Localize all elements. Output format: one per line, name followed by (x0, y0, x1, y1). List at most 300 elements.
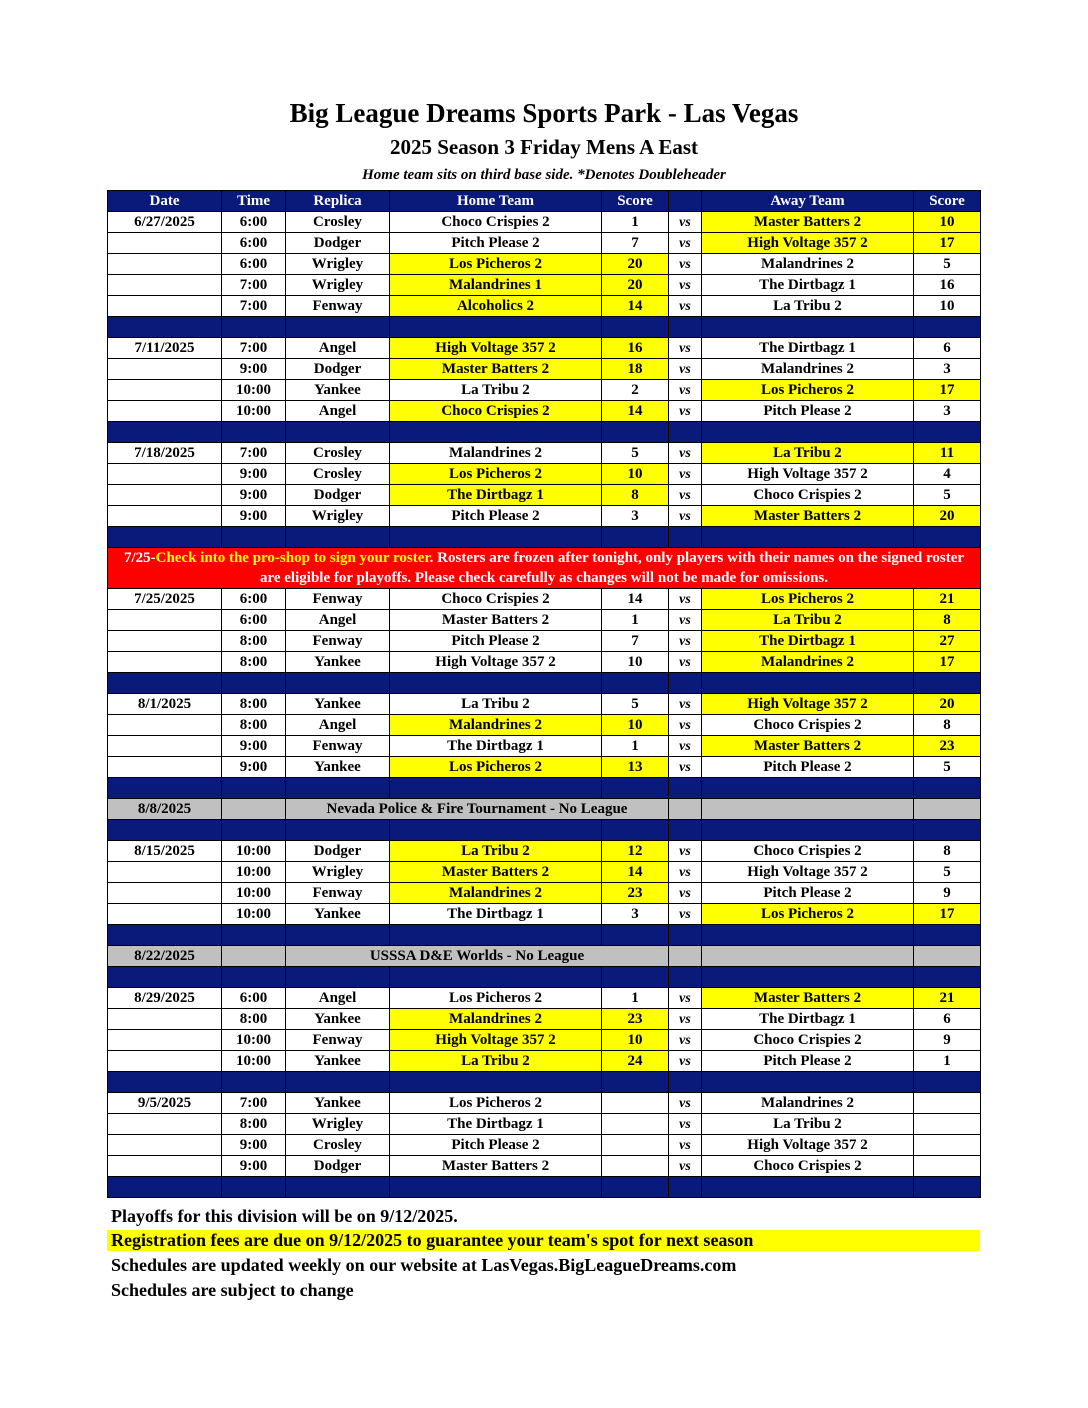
home-team-cell: Alcoholics 2 (390, 296, 602, 317)
home-score-cell: 2 (602, 380, 669, 401)
away-team-cell: Master Batters 2 (702, 988, 914, 1009)
table-row (108, 841, 981, 862)
away-team-cell: Pitch Please 2 (702, 401, 914, 422)
home-team-cell: Master Batters 2 (390, 359, 602, 380)
home-score-cell: 18 (602, 359, 669, 380)
home-team-cell: Pitch Please 2 (390, 506, 602, 527)
time-cell: 9:00 (222, 757, 286, 778)
vs-cell: vs (669, 338, 702, 359)
no-league-label: Nevada Police & Fire Tournament - No League (286, 799, 669, 820)
time-cell: 9:00 (222, 359, 286, 380)
separator-cell (286, 778, 390, 799)
separator-cell (390, 527, 602, 548)
date-cell (108, 464, 222, 485)
table-row (108, 1051, 981, 1072)
home-score-cell: 16 (602, 338, 669, 359)
separator-cell (390, 422, 602, 443)
vs-cell: vs (669, 1093, 702, 1114)
vs-cell: vs (669, 212, 702, 233)
separator-cell (702, 1072, 914, 1093)
separator-cell (669, 967, 702, 988)
away-team-cell: Malandrines 2 (702, 359, 914, 380)
time-cell: 8:00 (222, 1114, 286, 1135)
replica-cell: Yankee (286, 904, 390, 925)
replica-cell: Yankee (286, 380, 390, 401)
vs-cell: vs (669, 862, 702, 883)
table-row (108, 757, 981, 778)
notice-highlight: Check into the pro-shop to sign your roster (155, 550, 430, 566)
separator-cell (222, 317, 286, 338)
home-team-cell: Choco Crispies 2 (390, 589, 602, 610)
away-team-cell: Pitch Please 2 (702, 883, 914, 904)
date-cell: 8/15/2025 (108, 841, 222, 862)
separator-cell (669, 1177, 702, 1198)
date-cell: 8/8/2025 (108, 799, 222, 820)
separator-cell (914, 1177, 981, 1198)
column-header-home-team: Home Team (390, 191, 602, 212)
away-team-cell: The Dirtbagz 1 (702, 275, 914, 296)
home-team-cell: Pitch Please 2 (390, 1135, 602, 1156)
separator-cell (108, 317, 222, 338)
table-row (108, 631, 981, 652)
away-score-cell: 17 (914, 380, 981, 401)
separator-cell (669, 778, 702, 799)
table-row (108, 736, 981, 757)
away-team-cell: High Voltage 357 2 (702, 233, 914, 254)
away-score-cell: 20 (914, 506, 981, 527)
home-team-cell: Malandrines 2 (390, 883, 602, 904)
separator-cell (602, 422, 669, 443)
away-team-cell: La Tribu 2 (702, 1114, 914, 1135)
home-score-cell: 13 (602, 757, 669, 778)
table-row (108, 652, 981, 673)
replica-cell: Angel (286, 610, 390, 631)
vs-cell: vs (669, 904, 702, 925)
home-team-cell: The Dirtbagz 1 (390, 485, 602, 506)
separator-cell (222, 1177, 286, 1198)
replica-cell: Wrigley (286, 254, 390, 275)
time-cell: 9:00 (222, 506, 286, 527)
time-cell: 7:00 (222, 296, 286, 317)
home-team-cell: La Tribu 2 (390, 380, 602, 401)
away-team-cell (702, 799, 914, 820)
away-score-cell (914, 1135, 981, 1156)
time-cell: 8:00 (222, 715, 286, 736)
date-cell (108, 1009, 222, 1030)
separator-cell (222, 527, 286, 548)
column-header-replica: Replica (286, 191, 390, 212)
table-row (108, 1009, 981, 1030)
separator-cell (702, 925, 914, 946)
date-cell (108, 233, 222, 254)
home-team-cell: Malandrines 2 (390, 443, 602, 464)
separator-cell (108, 925, 222, 946)
column-header-time: Time (222, 191, 286, 212)
away-score-cell: 4 (914, 464, 981, 485)
away-score-cell: 5 (914, 254, 981, 275)
vs-cell: vs (669, 610, 702, 631)
vs-cell: vs (669, 883, 702, 904)
separator-cell (669, 317, 702, 338)
separator-cell (702, 778, 914, 799)
date-cell: 7/18/2025 (108, 443, 222, 464)
subject-to-change-note: Schedules are subject to change (111, 1280, 354, 1300)
time-cell: 6:00 (222, 610, 286, 631)
date-cell: 7/11/2025 (108, 338, 222, 359)
replica-cell: Yankee (286, 1093, 390, 1114)
away-score-cell: 10 (914, 296, 981, 317)
home-score-cell: 3 (602, 904, 669, 925)
time-cell: 10:00 (222, 841, 286, 862)
away-score-cell: 17 (914, 652, 981, 673)
home-score-cell: 3 (602, 506, 669, 527)
separator-cell (669, 925, 702, 946)
replica-cell: Angel (286, 338, 390, 359)
separator-cell (286, 317, 390, 338)
schedule-note: Home team sits on third base side. *Denotes Doubleheader (362, 167, 726, 183)
home-score-cell: 23 (602, 1009, 669, 1030)
separator-cell (222, 820, 286, 841)
replica-cell: Wrigley (286, 506, 390, 527)
time-cell: 9:00 (222, 1135, 286, 1156)
time-cell: 6:00 (222, 233, 286, 254)
table-row (108, 1135, 981, 1156)
away-score-cell: 16 (914, 275, 981, 296)
vs-cell: vs (669, 757, 702, 778)
separator-cell (914, 673, 981, 694)
date-cell (108, 1030, 222, 1051)
date-cell: 8/1/2025 (108, 694, 222, 715)
home-team-cell: Los Picheros 2 (390, 988, 602, 1009)
separator-cell (669, 422, 702, 443)
away-score-cell (914, 1156, 981, 1177)
away-team-cell: La Tribu 2 (702, 443, 914, 464)
separator-cell (602, 1072, 669, 1093)
home-score-cell: 5 (602, 694, 669, 715)
table-row (108, 233, 981, 254)
home-score-cell: 24 (602, 1051, 669, 1072)
away-score-cell: 21 (914, 589, 981, 610)
home-score-cell (602, 1135, 669, 1156)
replica-cell: Angel (286, 715, 390, 736)
separator-cell (702, 967, 914, 988)
separator-cell (222, 778, 286, 799)
separator-cell (702, 820, 914, 841)
away-score-cell: 6 (914, 338, 981, 359)
vs-cell: vs (669, 715, 702, 736)
separator-cell (108, 527, 222, 548)
away-team-cell: Los Picheros 2 (702, 589, 914, 610)
separator-row (108, 527, 981, 548)
separator-cell (669, 1072, 702, 1093)
date-cell (108, 862, 222, 883)
separator-cell (390, 317, 602, 338)
away-score-cell: 17 (914, 233, 981, 254)
vs-cell: vs (669, 296, 702, 317)
separator-cell (914, 820, 981, 841)
date-cell (108, 485, 222, 506)
home-score-cell: 12 (602, 841, 669, 862)
home-score-cell (602, 1114, 669, 1135)
table-row (108, 296, 981, 317)
vs-cell: vs (669, 1135, 702, 1156)
table-row (108, 338, 981, 359)
home-team-cell: Pitch Please 2 (390, 233, 602, 254)
replica-cell: Angel (286, 401, 390, 422)
table-row (108, 694, 981, 715)
date-cell: 9/5/2025 (108, 1093, 222, 1114)
table-row (108, 904, 981, 925)
home-team-cell: Malandrines 2 (390, 715, 602, 736)
separator-cell (222, 1072, 286, 1093)
separator-cell (108, 967, 222, 988)
time-cell: 6:00 (222, 212, 286, 233)
away-score-cell: 10 (914, 212, 981, 233)
separator-row (108, 967, 981, 988)
home-team-cell: Master Batters 2 (390, 1156, 602, 1177)
away-score-cell: 3 (914, 401, 981, 422)
replica-cell: Dodger (286, 485, 390, 506)
home-team-cell: Los Picheros 2 (390, 757, 602, 778)
table-row (108, 254, 981, 275)
home-score-cell: 1 (602, 988, 669, 1009)
table-row (108, 883, 981, 904)
replica-cell: Dodger (286, 841, 390, 862)
home-team-cell: Choco Crispies 2 (390, 212, 602, 233)
away-team-cell: The Dirtbagz 1 (702, 338, 914, 359)
home-team-cell: La Tribu 2 (390, 1051, 602, 1072)
away-score-cell: 5 (914, 485, 981, 506)
date-cell (108, 1051, 222, 1072)
separator-cell (669, 820, 702, 841)
home-score-cell: 20 (602, 254, 669, 275)
away-team-cell: Los Picheros 2 (702, 904, 914, 925)
away-score-cell: 8 (914, 841, 981, 862)
away-team-cell: High Voltage 357 2 (702, 862, 914, 883)
separator-cell (602, 1177, 669, 1198)
table-row (108, 1093, 981, 1114)
vs-cell: vs (669, 1156, 702, 1177)
home-score-cell: 23 (602, 883, 669, 904)
time-cell: 8:00 (222, 694, 286, 715)
away-team-cell: Master Batters 2 (702, 506, 914, 527)
replica-cell: Yankee (286, 757, 390, 778)
home-score-cell: 5 (602, 443, 669, 464)
away-score-cell: 21 (914, 988, 981, 1009)
away-team-cell: Los Picheros 2 (702, 380, 914, 401)
replica-cell: Dodger (286, 1156, 390, 1177)
replica-cell: Yankee (286, 652, 390, 673)
separator-cell (914, 778, 981, 799)
separator-row (108, 422, 981, 443)
home-score-cell: 14 (602, 401, 669, 422)
home-score-cell: 14 (602, 589, 669, 610)
away-team-cell: La Tribu 2 (702, 610, 914, 631)
date-cell (108, 275, 222, 296)
date-cell (108, 736, 222, 757)
home-team-cell: Pitch Please 2 (390, 631, 602, 652)
separator-cell (222, 967, 286, 988)
column-header-vs (669, 191, 702, 212)
separator-cell (390, 673, 602, 694)
replica-cell: Wrigley (286, 275, 390, 296)
home-team-cell: Master Batters 2 (390, 862, 602, 883)
time-cell: 10:00 (222, 904, 286, 925)
away-score-cell: 27 (914, 631, 981, 652)
replica-cell: Fenway (286, 589, 390, 610)
date-cell: 6/27/2025 (108, 212, 222, 233)
date-cell (108, 1135, 222, 1156)
date-cell (108, 254, 222, 275)
time-cell: 10:00 (222, 862, 286, 883)
page-title: Big League Dreams Sports Park - Las Vegas (289, 98, 799, 128)
table-row (108, 610, 981, 631)
away-team-cell: Pitch Please 2 (702, 1051, 914, 1072)
separator-cell (222, 925, 286, 946)
away-score-cell: 11 (914, 443, 981, 464)
separator-cell (914, 1072, 981, 1093)
separator-cell (602, 925, 669, 946)
home-score-cell: 1 (602, 610, 669, 631)
home-score-cell: 20 (602, 275, 669, 296)
home-team-cell: La Tribu 2 (390, 841, 602, 862)
replica-cell: Dodger (286, 359, 390, 380)
time-cell: 10:00 (222, 883, 286, 904)
separator-cell (702, 317, 914, 338)
separator-cell (390, 778, 602, 799)
vs-cell: vs (669, 443, 702, 464)
roster-notice-row (108, 548, 981, 589)
vs-cell: vs (669, 401, 702, 422)
away-score-cell: 8 (914, 715, 981, 736)
date-cell (108, 296, 222, 317)
home-team-cell: Choco Crispies 2 (390, 401, 602, 422)
website-note: Schedules are updated weekly on our website at LasVegas.BigLeagueDreams.com (111, 1255, 737, 1275)
notice-prefix: 7/25- (123, 550, 156, 566)
away-score-cell: 9 (914, 883, 981, 904)
time-cell: 8:00 (222, 1009, 286, 1030)
no-league-label: USSSA D&E Worlds - No League (286, 946, 669, 967)
away-team-cell: High Voltage 357 2 (702, 464, 914, 485)
separator-cell (108, 1072, 222, 1093)
separator-row (108, 673, 981, 694)
separator-cell (602, 820, 669, 841)
table-row (108, 275, 981, 296)
separator-cell (286, 527, 390, 548)
home-score-cell: 10 (602, 715, 669, 736)
away-team-cell: High Voltage 357 2 (702, 694, 914, 715)
away-score-cell: 1 (914, 1051, 981, 1072)
separator-cell (286, 820, 390, 841)
separator-cell (390, 1072, 602, 1093)
vs-cell: vs (669, 359, 702, 380)
separator-cell (702, 673, 914, 694)
schedule-table (107, 190, 981, 1198)
away-team-cell: The Dirtbagz 1 (702, 1009, 914, 1030)
away-team-cell: Choco Crispies 2 (702, 485, 914, 506)
time-cell: 9:00 (222, 485, 286, 506)
replica-cell: Crosley (286, 1135, 390, 1156)
separator-cell (222, 673, 286, 694)
home-score-cell: 14 (602, 862, 669, 883)
vs-cell: vs (669, 1051, 702, 1072)
separator-cell (602, 967, 669, 988)
vs-cell: vs (669, 694, 702, 715)
time-cell: 10:00 (222, 380, 286, 401)
away-team-cell: Choco Crispies 2 (702, 1030, 914, 1051)
table-row (108, 506, 981, 527)
away-score-cell: 9 (914, 1030, 981, 1051)
home-team-cell: The Dirtbagz 1 (390, 1114, 602, 1135)
home-team-cell: High Voltage 357 2 (390, 1030, 602, 1051)
time-cell: 10:00 (222, 1030, 286, 1051)
separator-cell (914, 422, 981, 443)
time-cell: 10:00 (222, 401, 286, 422)
separator-cell (602, 527, 669, 548)
table-row (108, 862, 981, 883)
home-score-cell (602, 1093, 669, 1114)
table-row (108, 212, 981, 233)
separator-row (108, 1177, 981, 1198)
time-cell: 9:00 (222, 1156, 286, 1177)
date-cell (108, 401, 222, 422)
table-row (108, 485, 981, 506)
vs-cell: vs (669, 841, 702, 862)
away-team-cell: Choco Crispies 2 (702, 841, 914, 862)
away-score-cell: 3 (914, 359, 981, 380)
table-row (108, 589, 981, 610)
home-team-cell: Los Picheros 2 (390, 254, 602, 275)
away-team-cell: Master Batters 2 (702, 212, 914, 233)
separator-cell (286, 967, 390, 988)
date-cell (108, 757, 222, 778)
home-team-cell: High Voltage 357 2 (390, 652, 602, 673)
away-team-cell: The Dirtbagz 1 (702, 631, 914, 652)
table-row (108, 401, 981, 422)
away-team-cell: Pitch Please 2 (702, 757, 914, 778)
away-team-cell: Malandrines 2 (702, 652, 914, 673)
home-team-cell: Los Picheros 2 (390, 464, 602, 485)
vs-cell: vs (669, 736, 702, 757)
away-team-cell: Malandrines 2 (702, 1093, 914, 1114)
table-row (108, 1030, 981, 1051)
separator-cell (286, 1177, 390, 1198)
separator-cell (390, 820, 602, 841)
replica-cell: Fenway (286, 1030, 390, 1051)
home-score-cell: 1 (602, 736, 669, 757)
time-cell: 6:00 (222, 254, 286, 275)
registration-note: Registration fees are due on 9/12/2025 to guarantee your team's spot for next season (107, 1230, 980, 1251)
column-header-home-score: Score (602, 191, 669, 212)
date-cell (108, 380, 222, 401)
replica-cell: Yankee (286, 1051, 390, 1072)
away-score-cell: 8 (914, 610, 981, 631)
home-team-cell: La Tribu 2 (390, 694, 602, 715)
vs-cell: vs (669, 988, 702, 1009)
vs-cell: vs (669, 1030, 702, 1051)
away-score-cell: 17 (914, 904, 981, 925)
separator-cell (286, 925, 390, 946)
vs-cell: vs (669, 254, 702, 275)
separator-cell (390, 967, 602, 988)
vs-cell: vs (669, 485, 702, 506)
date-cell: 8/22/2025 (108, 946, 222, 967)
away-team-cell: Choco Crispies 2 (702, 1156, 914, 1177)
separator-cell (702, 422, 914, 443)
away-team-cell (702, 946, 914, 967)
away-team-cell: Malandrines 2 (702, 254, 914, 275)
vs-cell (669, 799, 702, 820)
